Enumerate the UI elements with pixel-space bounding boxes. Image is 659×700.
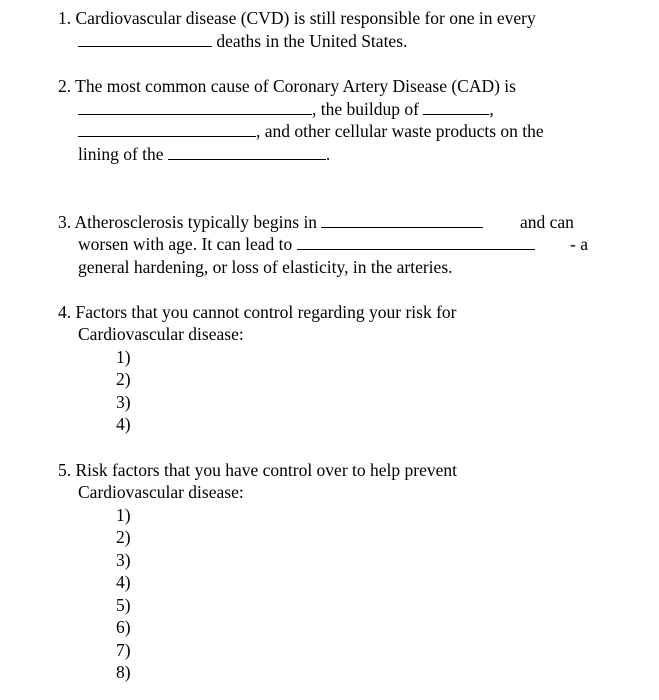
q5-item-2: 2) bbox=[116, 527, 131, 547]
q2-line2 bbox=[78, 98, 494, 120]
q3-line3: general hardening, or loss of elasticity, in the arteries. bbox=[78, 257, 453, 277]
q3-line2-text: worsen with age. It can lead to bbox=[78, 234, 293, 254]
q1-line2 bbox=[78, 30, 407, 52]
q2-line4 bbox=[78, 143, 330, 165]
q1-blank[interactable] bbox=[78, 31, 212, 47]
q4-line2: Cardiovascular disease: bbox=[78, 324, 244, 344]
q2-line1: 2. The most common cause of Coronary Artery Disease (CAD) is bbox=[58, 76, 516, 96]
q3-blank-2[interactable] bbox=[297, 234, 535, 250]
q5-item-4: 4) bbox=[116, 572, 131, 592]
q2-blank-3[interactable] bbox=[78, 121, 256, 137]
q5-item-6: 6) bbox=[116, 617, 131, 637]
q4-line1: 4. Factors that you cannot control regarding your risk for bbox=[58, 302, 457, 322]
q4-item-2: 2) bbox=[116, 369, 131, 389]
q2-period: . bbox=[325, 144, 331, 164]
q2-blank-2[interactable] bbox=[423, 99, 489, 115]
q1-line2-text: deaths in the United States. bbox=[216, 31, 408, 51]
q5-item-1: 1) bbox=[116, 505, 131, 525]
q5-item-3: 3) bbox=[116, 550, 131, 570]
q2-comma-1: , bbox=[312, 99, 317, 119]
q3-line2-end: - a bbox=[570, 234, 588, 254]
q2-comma-2: , bbox=[489, 99, 494, 119]
q3-line1 bbox=[58, 211, 483, 233]
q2-blank-4[interactable] bbox=[168, 144, 326, 160]
q2-blank-1[interactable] bbox=[78, 99, 312, 115]
q3-line1-end: and can bbox=[520, 212, 574, 232]
q5-item-8: 8) bbox=[116, 662, 131, 682]
q2-line4-text: lining of the bbox=[78, 144, 164, 164]
q4-item-3: 3) bbox=[116, 392, 131, 412]
q5-line1: 5. Risk factors that you have control over to help prevent bbox=[58, 460, 457, 480]
q2-line2-text: the buildup of bbox=[320, 99, 419, 119]
q4-item-4: 4) bbox=[116, 414, 131, 434]
q2-line3-text: , and other cellular waste products on the bbox=[256, 121, 544, 141]
q2-line3 bbox=[78, 120, 544, 142]
q5-item-7: 7) bbox=[116, 640, 131, 660]
q3-blank-1[interactable] bbox=[321, 212, 483, 228]
q1-line1: 1. Cardiovascular disease (CVD) is still responsible for one in every bbox=[58, 8, 536, 28]
q3-line2 bbox=[78, 233, 535, 255]
q5-line2: Cardiovascular disease: bbox=[78, 482, 244, 502]
q4-item-1: 1) bbox=[116, 347, 131, 367]
q5-item-5: 5) bbox=[116, 595, 131, 615]
q3-line1-text: 3. Atherosclerosis typically begins in bbox=[58, 212, 318, 232]
